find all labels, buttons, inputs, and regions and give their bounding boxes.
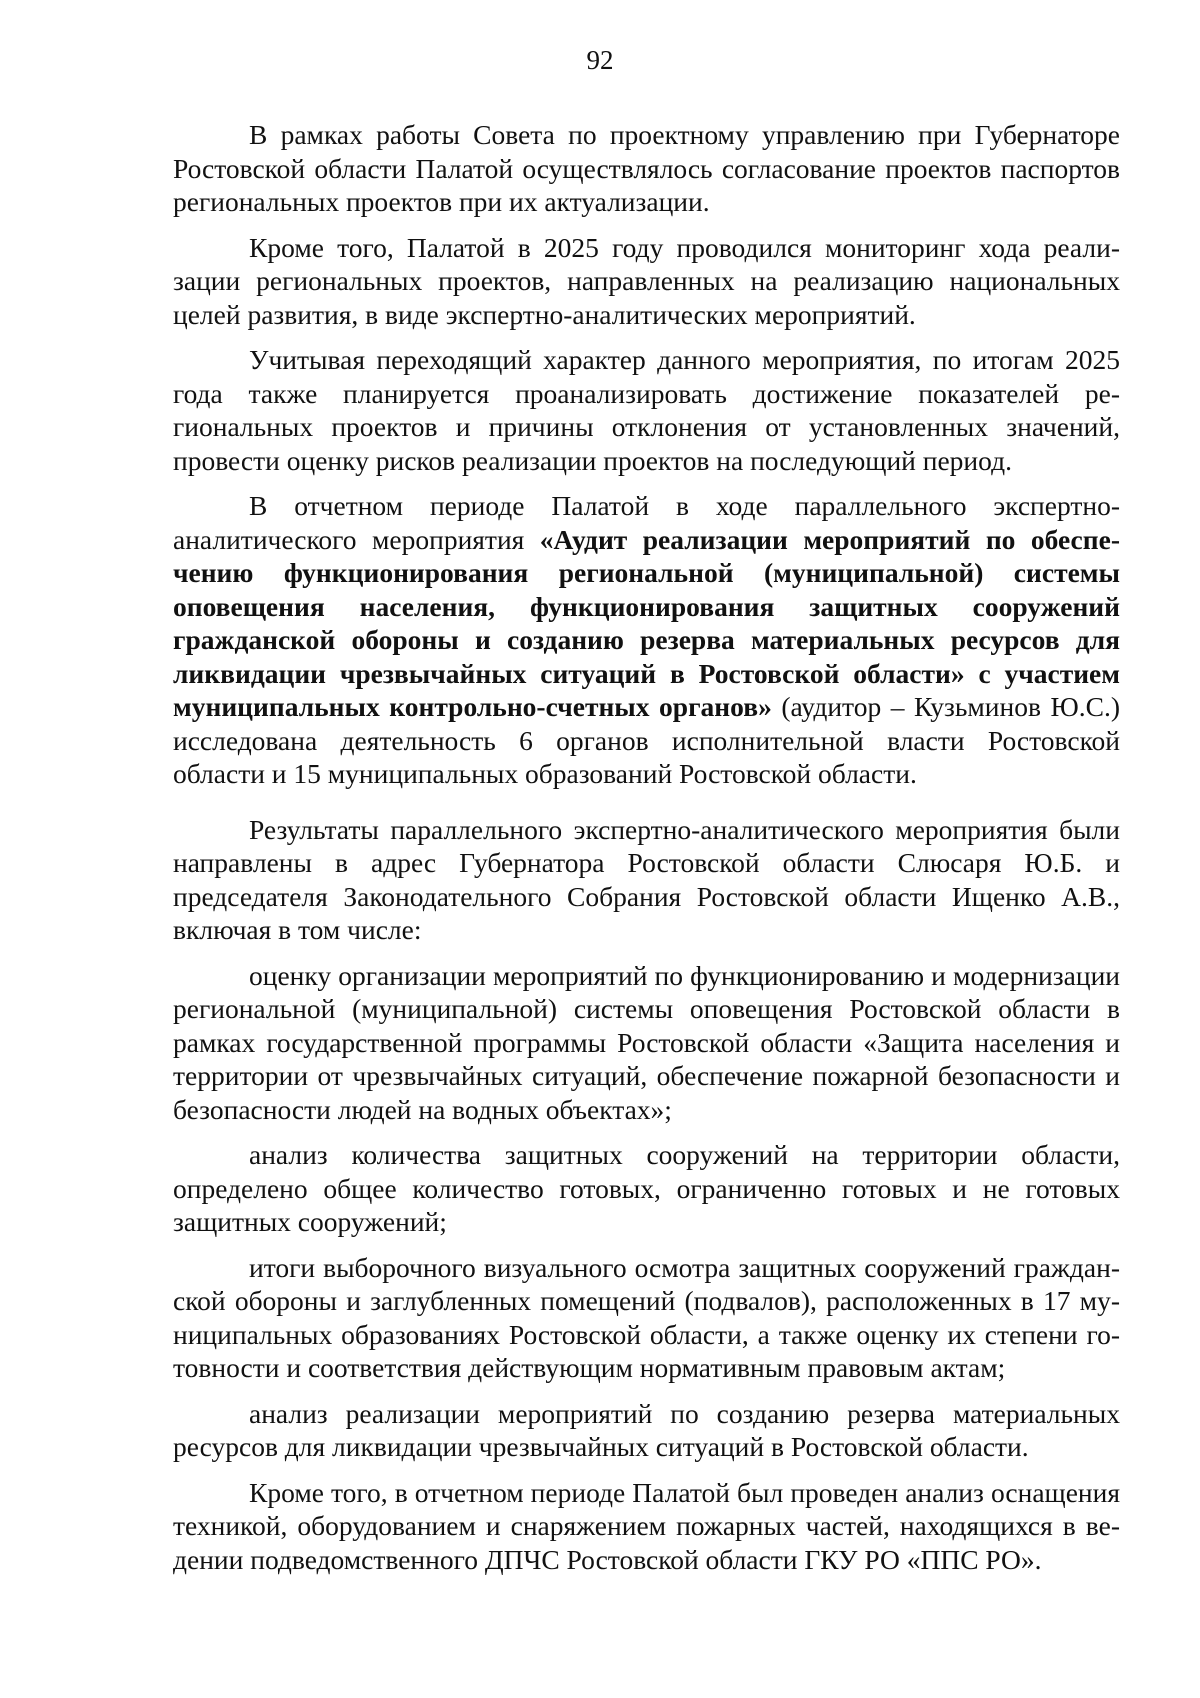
paragraph-audit bbox=[173, 489, 1120, 791]
page-number: 92 bbox=[586, 45, 614, 75]
document-body bbox=[173, 118, 1120, 1588]
list-item-reserve: анализ реализации мероприятий по созданию резерва материальных ресурсов для ликвидации чрезвычайных ситуаций в Ростовской области. bbox=[173, 1397, 1120, 1462]
audit-connector-text bbox=[965, 658, 979, 689]
paragraph-council-approval: В рамках работы Совета по проектному управлению при Губернаторе Ростовской области Палатой осуществлялось согласование проектов паспортов региональных проектов при их актуализации. bbox=[173, 119, 1120, 217]
audit-intro-text: В отчетном периоде Палатой в ходе параллельного экспертно-аналитического мероприятия bbox=[173, 490, 1120, 555]
list-item-protective-structures: анализ количества защитных сооружений на территории области, определено общее количество готовых, ограниченно готовых и не готовых защитных сооружений; bbox=[173, 1139, 1120, 1237]
list-item-warning-system: оценку организации мероприятий по функционированию и модернизации региональной (муниципальной) системы оповещения Ростовской области в рамках государственной программы Ростовской области «Защита населения и территории от чрезвычайных ситуаций, обеспечение пожарной безопасности и безопасности людей на водных объектах»; bbox=[173, 959, 1120, 1125]
paragraph-planned-analysis: Учитывая переходящий характер данного мероприятия, по итогам 2025 года также планируется проанализировать достижение показателей региональных проектов и причины отклонения от установленных значений, провести оценку рисков реализации проектов на последующий период. bbox=[173, 344, 1120, 476]
paragraph-fire-units: Кроме того, в отчетном периоде Палатой был проведен анализ оснащения техникой, оборудованием и снаряжением пожарных частей, находящихся в ведении подведомственного ДПЧС Ростовской области ГКУ РО «ППС РО». bbox=[173, 1476, 1120, 1575]
audit-details-text: (аудитор – Кузьминов Ю.С.) исследована деятельность 6 органов исполнительной власти Ростовской области и 15 муниципальных образований Ростовской области. bbox=[173, 691, 1120, 789]
paragraph-monitoring: Кроме того, Палатой в 2025 году проводился мониторинг хода реализации региональных проектов, направленных на реализацию национальных целей развития, в виде экспертно-аналитических мероприятий. bbox=[173, 231, 1120, 330]
paragraph-results: Результаты параллельного экспертно-аналитического мероприятия были направлены в адрес Губернатора Ростовской области Слюсаря Ю.Б. и председателя Законодательного Собрания Ростовской области Ищенко А.В., включая в том числе: bbox=[173, 813, 1120, 945]
audit-participants: с участием муниципальных контрольно-счетных органов» bbox=[173, 657, 1120, 722]
audit-title: «Аудит реализации мероприятий по обеспечению функционирования региональной (муниципальной) системы оповещения населения, функционирования защитных сооружений гражданской обороны и созданию резерва материальных ресурсов для ликвидации чрезвычайных ситуаций в Ростовской области» bbox=[173, 523, 1120, 689]
list-item-inspection: итоги выборочного визуального осмотра защитных сооружений гражданской обороны и заглубленных помещений (подвалов), расположенных в 17 муниципальных образованиях Ростовской области, а также оценку их степени готовности и соответствия действующим нормативным правовым актам; bbox=[173, 1251, 1120, 1383]
